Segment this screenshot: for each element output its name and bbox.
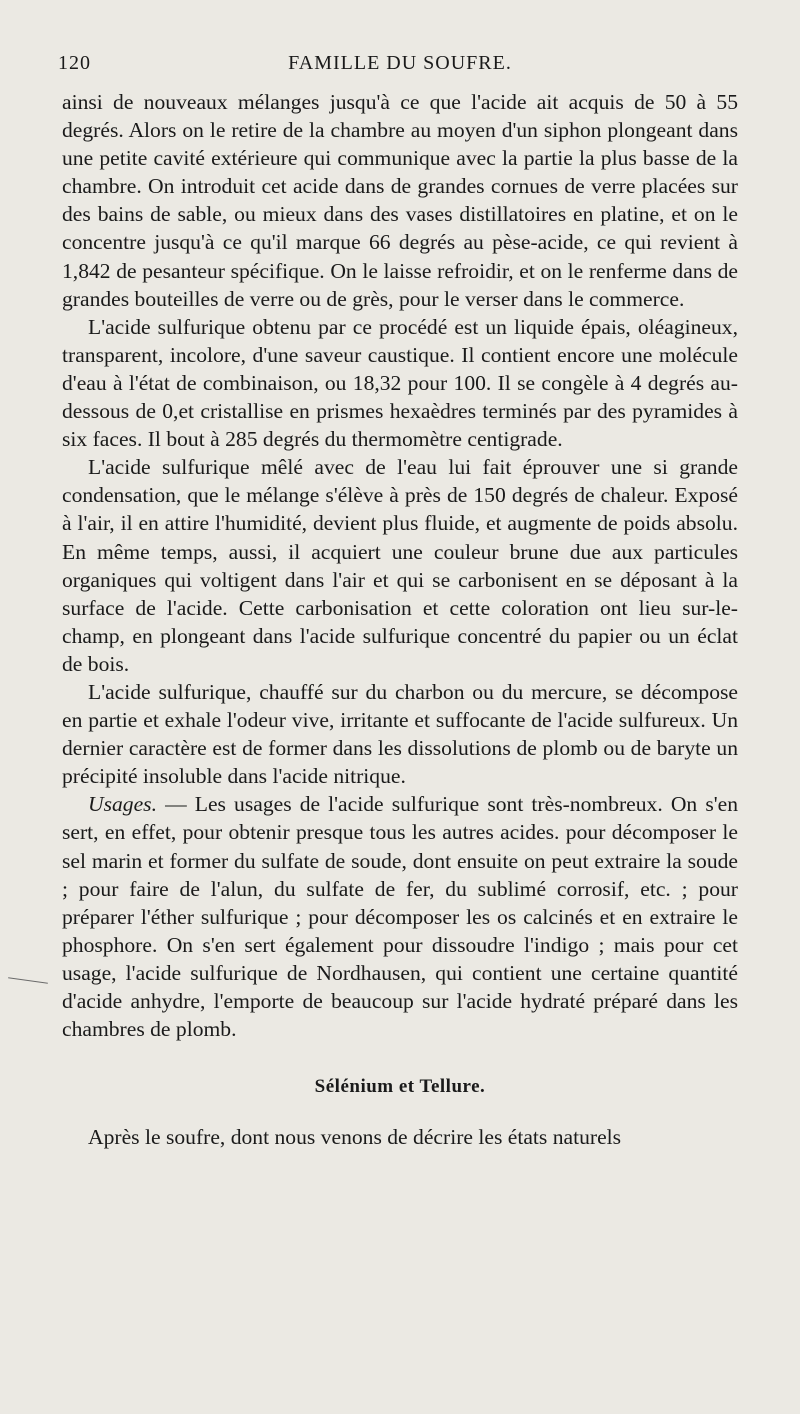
paragraph-decomposition: L'acide sulfurique, chauffé sur du charbon ou du mercure, se décompose en partie et exhale l'odeur vive, irritante et suffocante de l'acide sulfureux. Un dernier caractère est de former dans les dissolutions de plomb ou de baryte un précipité insoluble dans l'acide nitrique. — [62, 679, 738, 789]
section-first-line: Après le soufre, dont nous venons de décrire les états naturels — [88, 1125, 622, 1150]
section-title: Sélénium et Tellure. — [314, 1076, 486, 1098]
paragraph-properties: L'acide sulfurique obtenu par ce procédé est un liquide épais, oléagineux, transparent, incolore, d'une saveur caustique. Il contient encore une molécule d'eau à l'état de combinaison, ou 18,32 pour 100. Il se congèle à 4 degrés au-dessous de 0,et cristallise en prismes hexaèdres terminés par des pyramides à six faces. Il bout à 285 degrés du thermomètre centigrade. — [62, 314, 738, 452]
page-number: 120 — [58, 52, 91, 74]
paragraph-condensation: L'acide sulfurique mêlé avec de l'eau lui fait éprouver une si grande condensation, que le mélange s'élève à près de 150 degrés de chaleur. Exposé à l'air, il en attire l'humidité, devient plus fluide, et augmente de poids absolu. En même temps, aussi, il acquiert une couleur brune due aux particules organiques qui voltigent dans l'air et qui se carbonisent en se déposant à la surface de l'acide. Cette carbonisation et cette coloration ont lieu sur-le-champ, en plongeant dans l'acide sulfurique concentré du papier ou un éclat de bois. — [62, 455, 738, 676]
running-head: FAMILLE DU SOUFRE. — [288, 52, 512, 74]
margin-pencil-mark — [8, 977, 48, 984]
page-header — [58, 52, 742, 82]
paragraph-usages — [62, 790, 738, 1043]
usages-text: — Les usages de l'acide sulfurique sont très-nombreux. On s'en sert, en effet, pour obtenir presque tous les autres acides. pour décomposer le sel marin et former du sulfate de soude, dont ensuite on peut extraire la soude ; pour faire de l'alun, du sulfate de fer, du sublimé corrosif, etc. ; pour préparer l'éther sulfurique ; pour décomposer les os calcinés et en extraire le phosphore. On s'en sert également pour dissoudre l'indigo ; mais pour cet usage, l'acide sulfurique de Nordhausen, qui contient une certaine quantité d'acide anhydre, l'emporte de beaucoup sur l'acide hydraté préparé dans les chambres de plomb. — [62, 792, 738, 1042]
usages-label: Usages. — [88, 792, 157, 817]
paragraph-continuation: ainsi de nouveaux mélanges jusqu'à ce que l'acide ait acquis de 50 à 55 degrés. Alors on le retire de la chambre au moyen d'un siphon plongeant dans une petite cavité extérieure qui communique avec la partie la plus basse de la chambre. On introduit cet acide dans de grandes cornues de verre placées sur des bains de sable, ou mieux dans des vases distillatoires en platine, et on le concentre jusqu'à ce qu'il marque 66 degrés au pèse-acide, ce qui revient à 1,842 de pesanteur spécifique. On le laisse refroidir, et on le renferme dans de grandes bouteilles de verre ou de grès, pour le verser dans le commerce. — [62, 90, 738, 311]
body-text — [62, 88, 738, 1151]
